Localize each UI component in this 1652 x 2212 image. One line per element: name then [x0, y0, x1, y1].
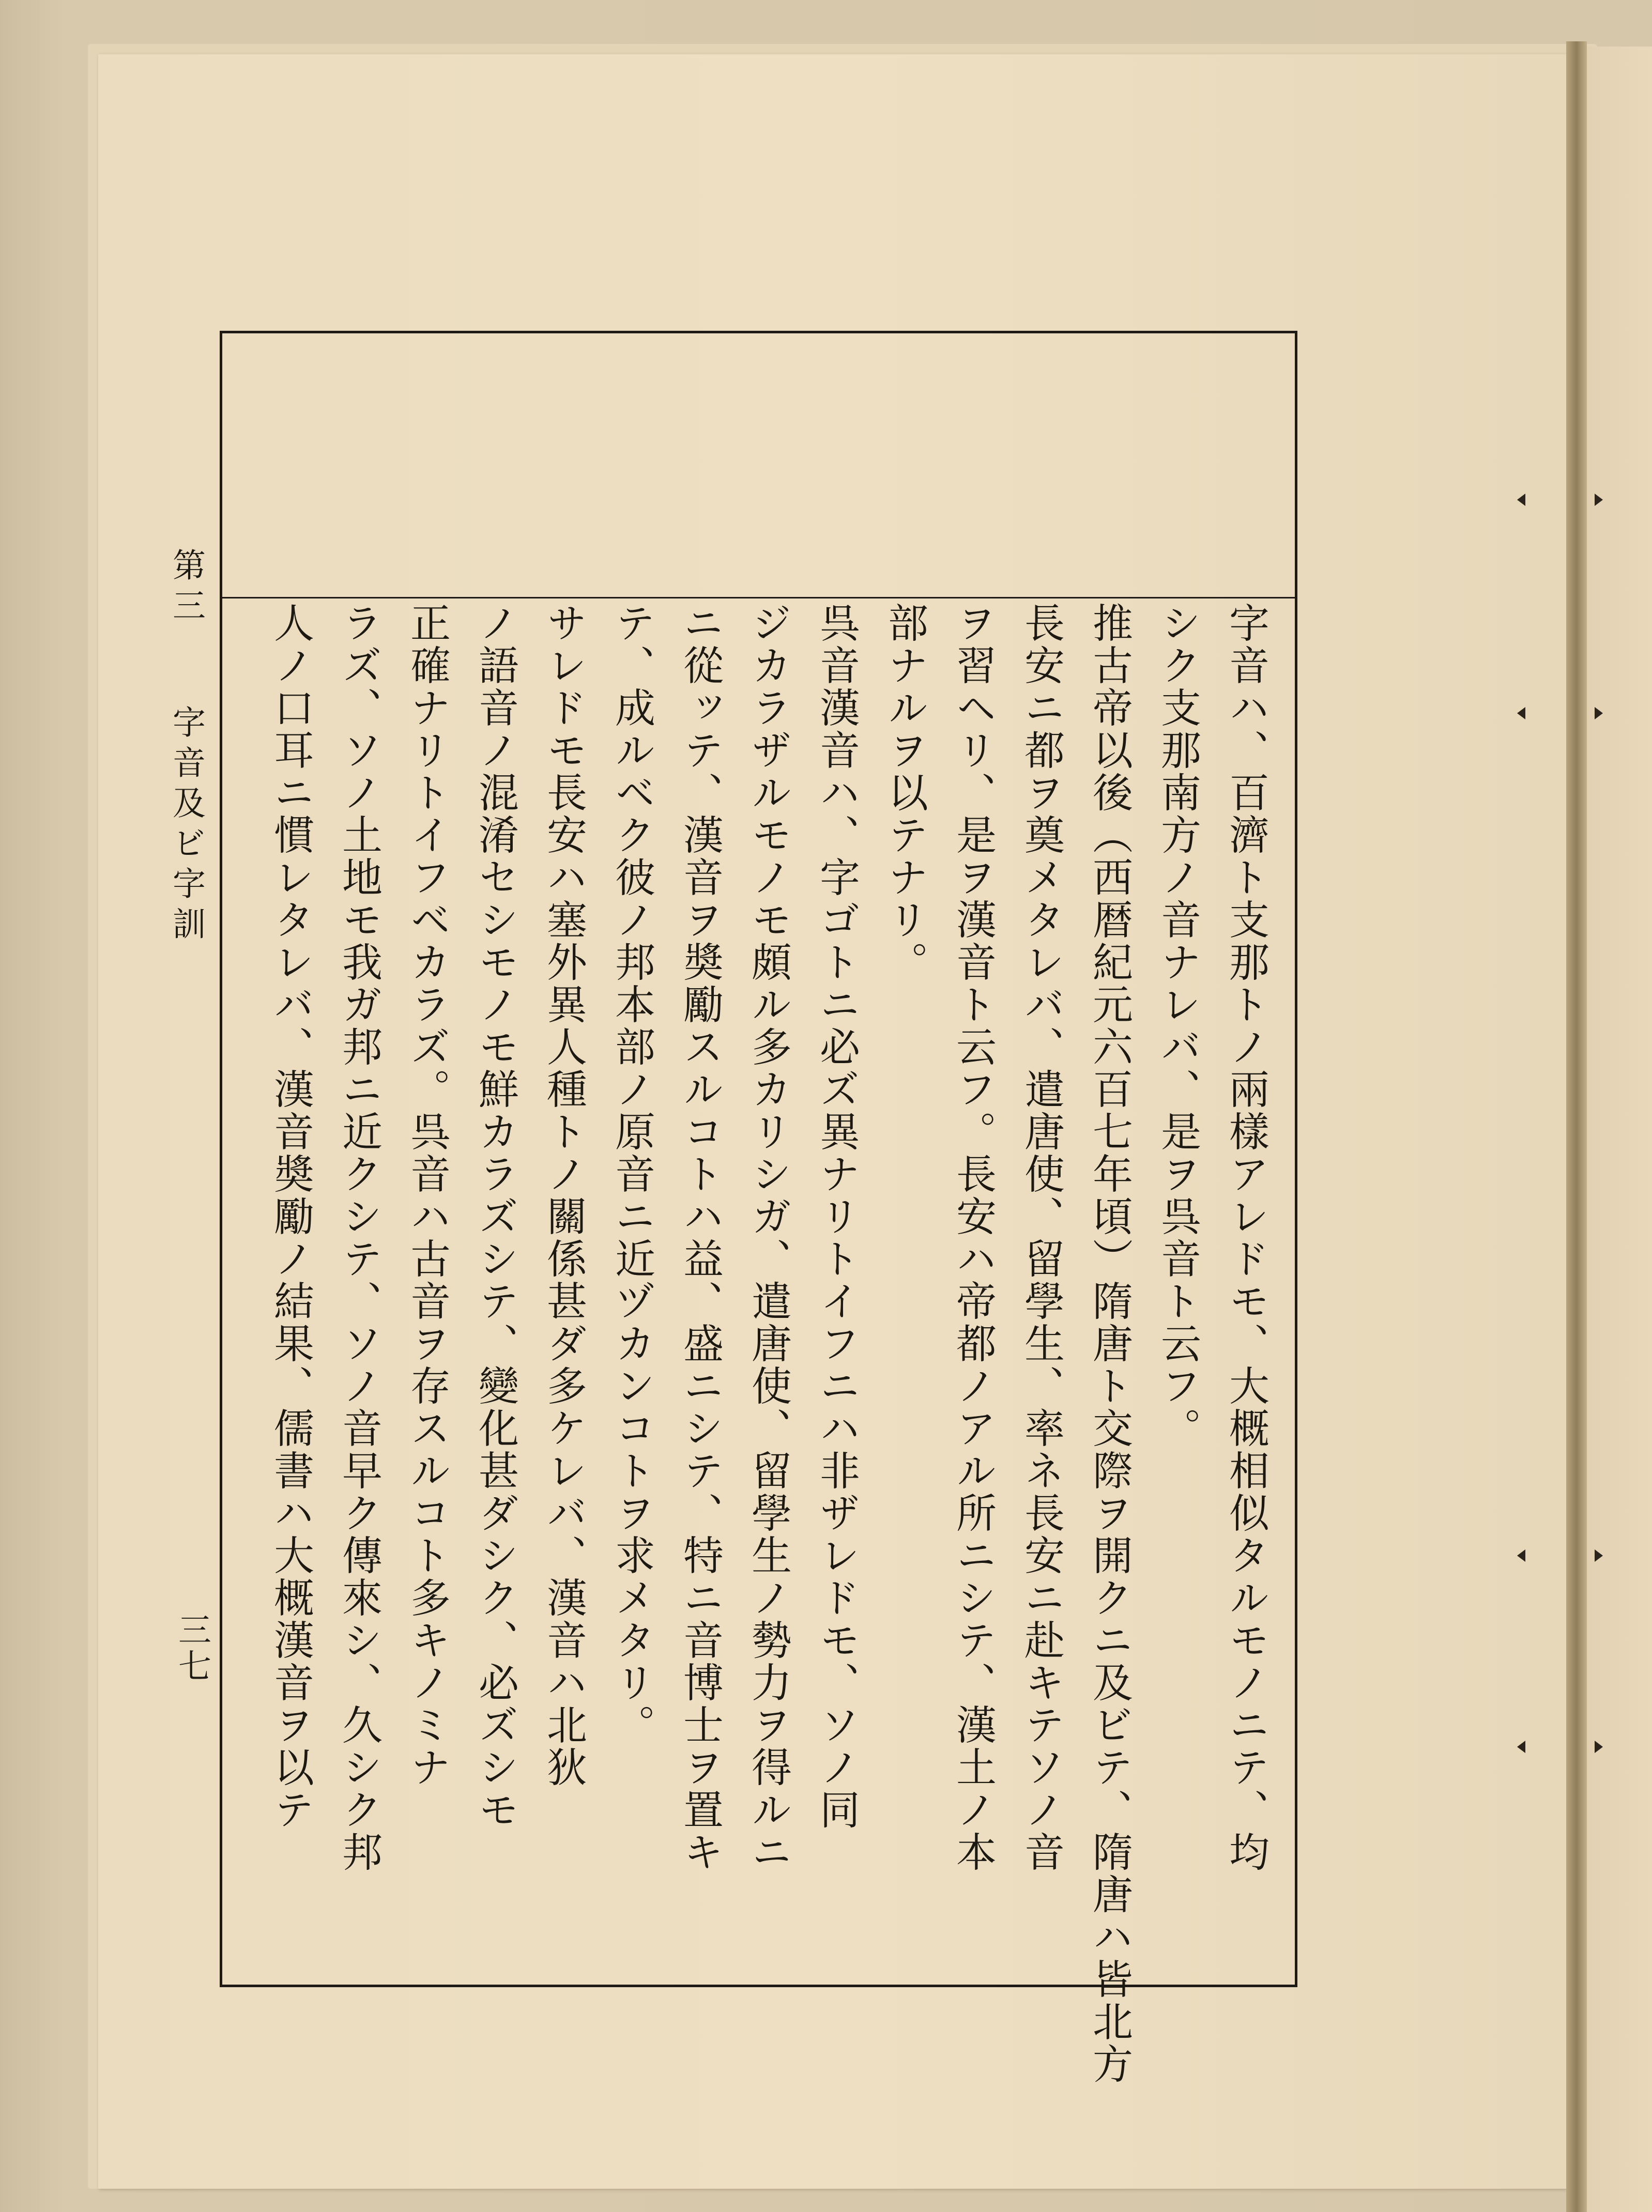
page-edge-marker — [1595, 707, 1603, 719]
text-column: 正確ナリトイフベカラズ。呉音ハ古音ヲ存スルコト多キノミナ — [404, 602, 450, 1789]
book-gutter — [1566, 41, 1587, 2212]
text-column: 呉音漢音ハ、字ゴトニ必ズ異ナリトイフニハ非ザレドモ、ソノ同 — [813, 602, 860, 1831]
chapter-number: 第三 — [167, 548, 205, 628]
text-column: ニ從ッテ、漢音ヲ奬勵スルコトハ益、盛ニシテ、特ニ音博士ヲ置キ — [677, 602, 723, 1873]
text-column: ラズ、ソノ土地モ我ガ邦ニ近クシテ、ソノ音早ク傳來シ、久シク邦 — [335, 602, 382, 1873]
text-column: 推古帝以後（西暦紀元六百七年頃）隋唐ト交際ヲ開クニ及ビテ、隋唐ハ皆北方 — [1086, 602, 1133, 2085]
frame-divider-rule — [220, 597, 1297, 598]
text-column: ジカラザルモノモ頗ル多カリシガ、遣唐使、留學生ノ勢力ヲ得ルニ — [745, 602, 791, 1873]
text-column: テ、成ルベク彼ノ邦本部ノ原音ニ近ヅカンコトヲ求メタリ。 — [608, 602, 655, 1746]
text-column: サレドモ長安ハ塞外異人種トノ關係甚ダ多ケレバ、漢音ハ北狄 — [540, 602, 587, 1789]
text-column: ノ語音ノ混淆セシモノモ鮮カラズシテ、變化甚ダシク、必ズシモ — [472, 602, 518, 1831]
text-column: 字音ハ、百濟ト支那トノ兩樣アレドモ、大概相似タルモノニテ、均 — [1222, 602, 1269, 1873]
text-column: 長安ニ都ヲ奠メタレバ、遣唐使、留學生、率ネ長安ニ赴キテソノ音 — [1018, 602, 1064, 1873]
text-column: 部ナルヲ以テナリ。 — [881, 602, 928, 984]
chapter-title: 字音及ビ字訓 — [167, 705, 205, 947]
page-edge-marker — [1517, 494, 1525, 506]
page-edge-marker — [1517, 707, 1525, 719]
page-edge-marker — [1517, 1741, 1525, 1753]
page-edge-marker — [1595, 1741, 1603, 1753]
facing-page-edge — [1587, 47, 1652, 2212]
page-edge-marker — [1595, 1549, 1603, 1562]
text-column: 人ノ口耳ニ慣レタレバ、漢音奬勵ノ結果、儒書ハ大概漢音ヲ以テ — [267, 602, 314, 1831]
running-header — [165, 548, 207, 947]
text-column: シク支那南方ノ音ナレバ、是ヲ呉音ト云フ。 — [1154, 602, 1201, 1450]
page-number: 三七 — [173, 1612, 211, 1685]
text-column: ヲ習ヘリ、是ヲ漢音ト云フ。長安ハ帝都ノアル所ニシテ、漢土ノ本 — [950, 602, 996, 1873]
page-edge-marker — [1595, 494, 1603, 506]
page-edge-marker — [1517, 1549, 1525, 1562]
